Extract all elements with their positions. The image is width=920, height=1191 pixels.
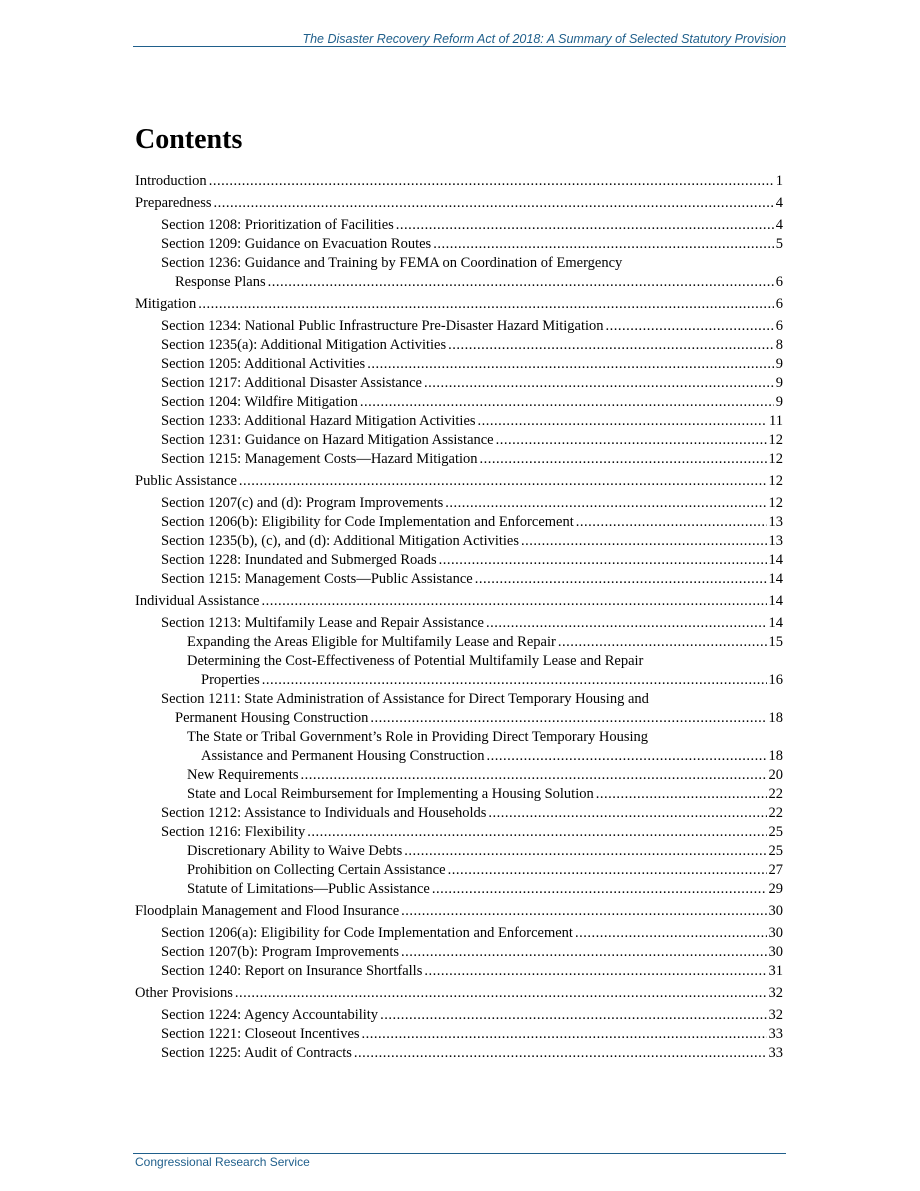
toc-entry-section-1216[interactable]: Section 1216: Flexibility ..... 25 [135, 823, 783, 842]
toc-entry-section-1215-hm[interactable]: Section 1215: Management Costs—Hazard Mitigation ..... 12 [135, 450, 783, 469]
toc-entry-state-tribal-role[interactable]: The State or Tribal Government’s Role in Providing Direct Temporary Housing Assistance and Permanent Housing Construction ..... 18 [135, 728, 783, 766]
footer-publisher: Congressional Research Service [135, 1155, 310, 1169]
toc-entry-section-1207cd[interactable]: Section 1207(c) and (d): Program Improvements ..... 12 [135, 494, 783, 513]
toc-entry-section-1225[interactable]: Section 1225: Audit of Contracts ..... 33 [135, 1044, 783, 1063]
toc-entry-statute-limitations[interactable]: Statute of Limitations—Public Assistance ..... 29 [135, 880, 783, 899]
toc-entry-section-1235bcd[interactable]: Section 1235(b), (c), and (d): Additional Mitigation Activities ..... 13 [135, 532, 783, 551]
running-header: The Disaster Recovery Reform Act of 2018: A Summary of Selected Statutory Provision [302, 32, 786, 46]
toc-entry-section-1208[interactable]: Section 1208: Prioritization of Facilities ..... 4 [135, 216, 783, 235]
toc-entry-section-1213[interactable]: Section 1213: Multifamily Lease and Repair Assistance ..... 14 [135, 614, 783, 633]
toc-entry-section-1233[interactable]: Section 1233: Additional Hazard Mitigation Activities ..... 11 [135, 412, 783, 431]
page-title: Contents [135, 124, 243, 155]
toc-entry-section-1206b[interactable]: Section 1206(b): Eligibility for Code Implementation and Enforcement ..... 13 [135, 513, 783, 532]
toc-entry-section-1240[interactable]: Section 1240: Report on Insurance Shortfalls ..... 31 [135, 962, 783, 981]
toc-entry-public-assistance[interactable]: Public Assistance ..... 12 [135, 472, 783, 491]
toc-entry-section-1215-pa[interactable]: Section 1215: Management Costs—Public Assistance ..... 14 [135, 570, 783, 589]
toc-entry-reimbursement[interactable]: State and Local Reimbursement for Implementing a Housing Solution ..... 22 [135, 785, 783, 804]
toc-entry-waive-debts[interactable]: Discretionary Ability to Waive Debts ..... 25 [135, 842, 783, 861]
toc-entry-prohibition[interactable]: Prohibition on Collecting Certain Assistance ..... 27 [135, 861, 783, 880]
toc-entry-section-1231[interactable]: Section 1231: Guidance on Hazard Mitigation Assistance ..... 12 [135, 431, 783, 450]
toc-entry-new-requirements[interactable]: New Requirements ..... 20 [135, 766, 783, 785]
toc-entry-section-1228[interactable]: Section 1228: Inundated and Submerged Roads ..... 14 [135, 551, 783, 570]
toc-entry-cost-effectiveness[interactable]: Determining the Cost-Effectiveness of Potential Multifamily Lease and Repair Properties ..... 16 [135, 652, 783, 690]
footer-rule [133, 1153, 786, 1154]
toc-entry-mitigation[interactable]: Mitigation ..... 6 [135, 295, 783, 314]
toc-entry-section-1236[interactable]: Section 1236: Guidance and Training by FEMA on Coordination of Emergency Response Plans ..... 6 [135, 254, 783, 292]
toc-entry-section-1234[interactable]: Section 1234: National Public Infrastructure Pre-Disaster Hazard Mitigation ..... 6 [135, 317, 783, 336]
toc-entry-section-1224[interactable]: Section 1224: Agency Accountability ..... 32 [135, 1006, 783, 1025]
toc-entry-section-1206a[interactable]: Section 1206(a): Eligibility for Code Implementation and Enforcement ..... 30 [135, 924, 783, 943]
toc-entry-section-1212[interactable]: Section 1212: Assistance to Individuals and Households ..... 22 [135, 804, 783, 823]
toc-entry-floodplain[interactable]: Floodplain Management and Flood Insurance ..... 30 [135, 902, 783, 921]
toc-entry-expanding-areas[interactable]: Expanding the Areas Eligible for Multifamily Lease and Repair ..... 15 [135, 633, 783, 652]
toc-entry-section-1207b[interactable]: Section 1207(b): Program Improvements ..... 30 [135, 943, 783, 962]
toc-entry-section-1217[interactable]: Section 1217: Additional Disaster Assistance ..... 9 [135, 374, 783, 393]
toc-entry-section-1205[interactable]: Section 1205: Additional Activities ..... 9 [135, 355, 783, 374]
toc-entry-section-1211[interactable]: Section 1211: State Administration of Assistance for Direct Temporary Housing and Permanent Housing Construction ..... 18 [135, 690, 783, 728]
header-rule [133, 46, 786, 47]
toc-entry-individual-assistance[interactable]: Individual Assistance ..... 14 [135, 592, 783, 611]
table-of-contents [135, 172, 783, 1063]
toc-entry-other-provisions[interactable]: Other Provisions ..... 32 [135, 984, 783, 1003]
toc-entry-section-1204[interactable]: Section 1204: Wildfire Mitigation ..... 9 [135, 393, 783, 412]
toc-entry-section-1209[interactable]: Section 1209: Guidance on Evacuation Routes ..... 5 [135, 235, 783, 254]
toc-entry-section-1221[interactable]: Section 1221: Closeout Incentives ..... 33 [135, 1025, 783, 1044]
toc-entry-section-1235a[interactable]: Section 1235(a): Additional Mitigation Activities ..... 8 [135, 336, 783, 355]
toc-entry-preparedness[interactable]: Preparedness ..... 4 [135, 194, 783, 213]
toc-entry-introduction[interactable]: Introduction ..... 1 [135, 172, 783, 191]
